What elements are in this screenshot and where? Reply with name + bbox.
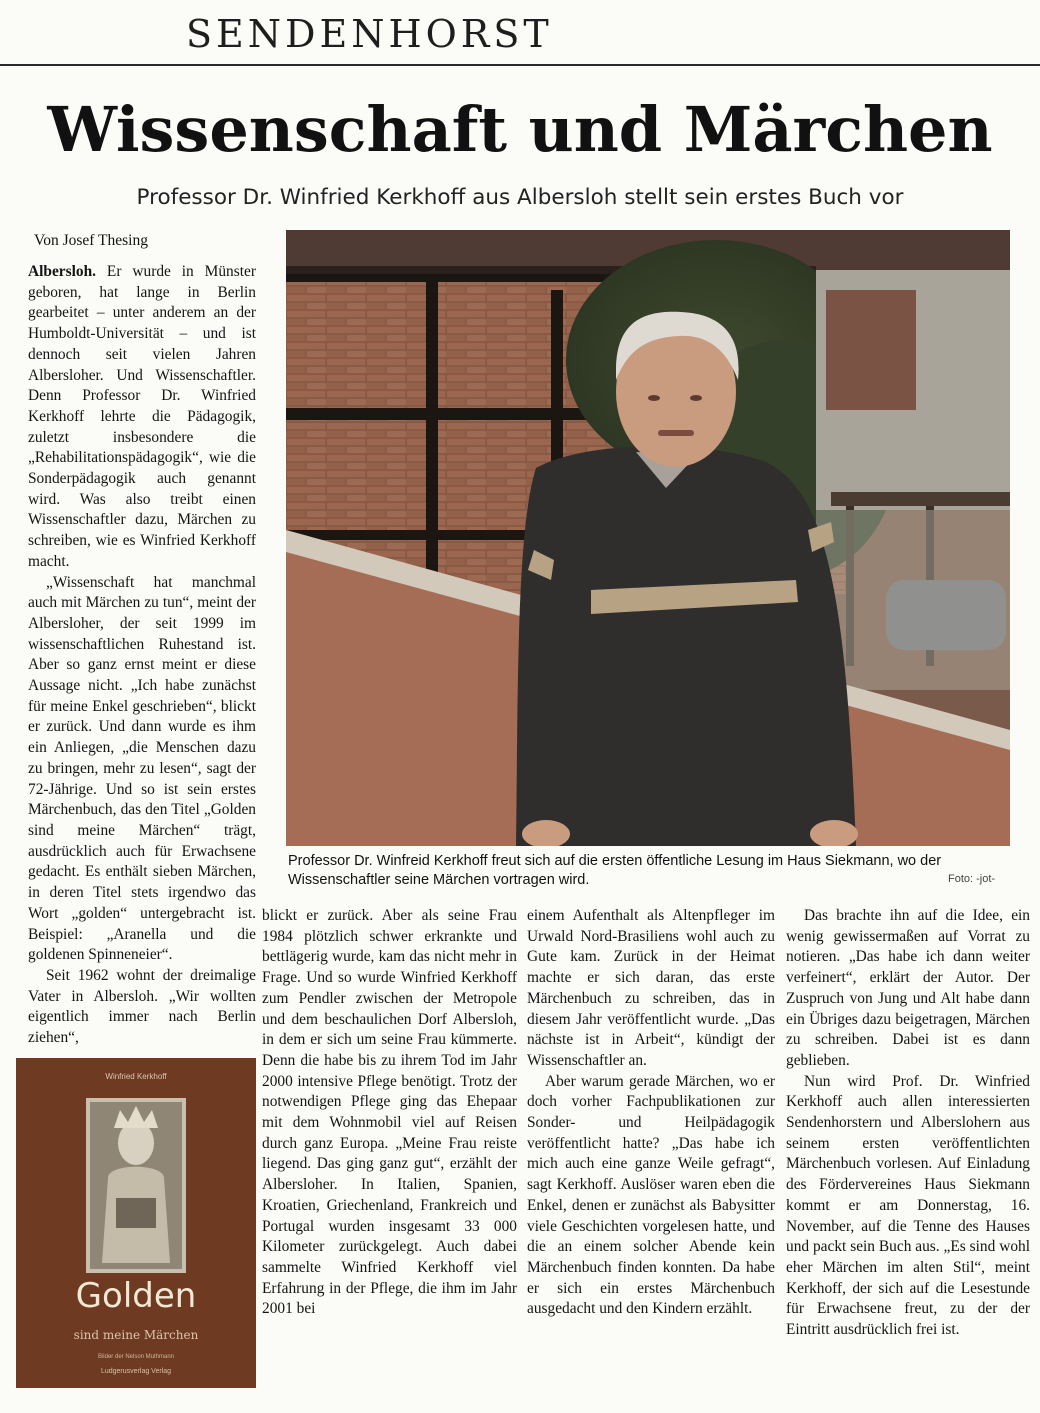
article-paragraph: blickt er zurück. Aber als seine Frau 1984 plötzlich schwer erkrankte und bettlägerig wurde, kam das nicht mehr in Frage. Und so wurde Winfried Kerkhoff zum Pendler zwischen der Metropole und dem beschaulichen Dorf Albersloh, in dem er sich um seine Frau kümmerte. Denn die habe bis zu ihrem Tod im Jahr 2000 intensive Pflege benötigt. Trotz der notwendigen Pflege ging das Ehepaar mit dem Wohnmobil viel auf Reisen durch ganz Europa. „Meine Frau reiste liegend. Das ging ganz gut“, erzählt der Albersloher. In Italien, Spanien, Kroatien, Griechenland, Frankreich und Portugal wurden insgesamt 33 000 Kilometer zurückgelegt. Auch dabei sammelte Winfried Kerkhoff viel Erfahrung in der Pflege, die ihm im Jahr 2001 bei (262, 907, 517, 1318)
book-note: Bilder der Nelson Muthmann (97, 1354, 175, 1360)
article-column-4 (786, 906, 1030, 1341)
book-title: Golden (75, 1276, 197, 1316)
photo-caption: Professor Dr. Winfreid Kerkhoff freut sich auf die ersten öffentliche Lesung im Haus Siekmann, wo der Wissenschaftler seine Märchen vortragen wird. (288, 853, 942, 888)
article-column-3 (527, 906, 775, 1320)
article-paragraph: Nun wird Prof. Dr. Winfried Kerkhoff auch allen interessierten Sendenhorstern und Alberslohern aus seinem ersten veröffentlichten Märchenbuch vorlesen. Auf Einladung des Fördervereines Haus Siekmann kommt er am Donnerstag, 16. November, auf die Tenne des Hauses und packt sein Buch aus. „Es sind wohl eher Märchen im alten Stil“, meint Kerkhoff, der sich auf die Lesestunde für Erwachsene freut, zu der der Eintritt ausdrücklich frei ist. (786, 1072, 1030, 1339)
book-cover (16, 1058, 256, 1388)
article-paragraph: einem Aufenthalt als Altenpfleger im Urwald Nord-Brasiliens wohl auch zu Gute kam. Zurück in der Heimat machte er sich daran, das erste Märchenbuch zu schreiben, das in diesem Jahr veröffentlicht wurde. „Das nächste ist in Arbeit“, kündigt der Wissenschaftler an. (527, 907, 775, 1069)
article-column-2 (262, 906, 517, 1320)
article-paragraph: Das brachte ihn auf die Idee, ein wenig gewissermaßen auf Vorrat zu notieren. „Das habe ich dann weiter verfeinert“, erklärt der Autor. Der Zuspruch von Jung und Alt habe dann ein Übriges dazu beigetragen, Märchen zu schreiben. Dabei ist es dann geblieben. (786, 907, 1030, 1069)
portrait-photo (286, 230, 1010, 846)
subheadline: Professor Dr. Winfried Kerkhoff aus Albersloh stellt sein erstes Buch vor (136, 185, 904, 210)
section-label: SENDENHORST (186, 12, 553, 56)
article-paragraph: „Wissenschaft hat manchmal auch mit Märchen zu tun“, meint der Albersloher, der seit 1999 im wissenschaftlichen Ruhestand ist. Aber so ganz ernst meint er diese Aussage nicht. „Ich habe zunächst für meine Enkel geschrieben“, blickt er zurück. Und dann wurde es ihm ein Anliegen, „die Menschen dazu zu bringen, mehr zu lesen“, sagt der 72-Jährige. Und so ist sein erstes Märchenbuch, das den Titel „Golden sind meine Märchen“ trägt, ausdrücklich auch für Erwachsene gedacht. Es enthält sieben Märchen, in deren Titel stets irgendwo das Wort „golden“ untergebracht ist. Beispiel: „Aranella und die goldenen Spinneneier“. (28, 573, 256, 964)
article-paragraph: Aber warum gerade Märchen, wo er doch vorher Fachpublikationen zur Sonder- und Heilpädagogik veröffentlicht hatte? „Das habe ich mich auch eine ganze Weile gefragt“, sagt Kerkhoff. Auslöser waren eben die Enkel, denen er zunächst als Babysitter viele Geschichten vorgelesen hatte, und die an einem solcher Abende kein Märchenbuch finden konnten. Da habe er sich ein erstes Märchenbuch ausgedacht und den Kindern erzählt. (527, 1072, 775, 1318)
section-rule (0, 64, 1040, 66)
book-cover-illustration (16, 1088, 256, 1298)
headline: Wissenschaft und Märchen (47, 93, 993, 166)
article-paragraph (28, 262, 256, 573)
dateline: Albersloh. (28, 263, 96, 280)
photo-credit: Foto: -jot- (948, 873, 996, 885)
article-paragraph: Seit 1962 wohnt der dreimalige Vater in Albersloh. „Wir wollten eigentlich immer nach Berlin ziehen“, (28, 966, 256, 1047)
book-author: Winfried Kerkhoff (105, 1072, 167, 1081)
article-column-1 (28, 262, 256, 1049)
paragraph-text: Er wurde in Münster geboren, hat lange in Berlin gearbeitet – unter anderem an der Humboldt-Universität – und ist dennoch seit vielen Jahren Albersloher. Und Wissenschaftler. Denn Professor Dr. Winfried Kerkhoff lehrte die Pädagogik, zuletzt insbesondere die „Rehabilitationspädagogik“, wie die Sonderpädagogik auch genannt wird. Was also treibt einen Wissenschaftler dazu, Märchen zu schreiben, wie es Winfried Kerkhoff macht. (28, 263, 256, 570)
portrait-photo-drawing (286, 230, 1010, 846)
book-subtitle: sind meine Märchen (73, 1328, 199, 1342)
book-publisher: Ludgerusverlag Verlag (100, 1368, 172, 1375)
byline: Von Josef Thesing (34, 232, 148, 249)
